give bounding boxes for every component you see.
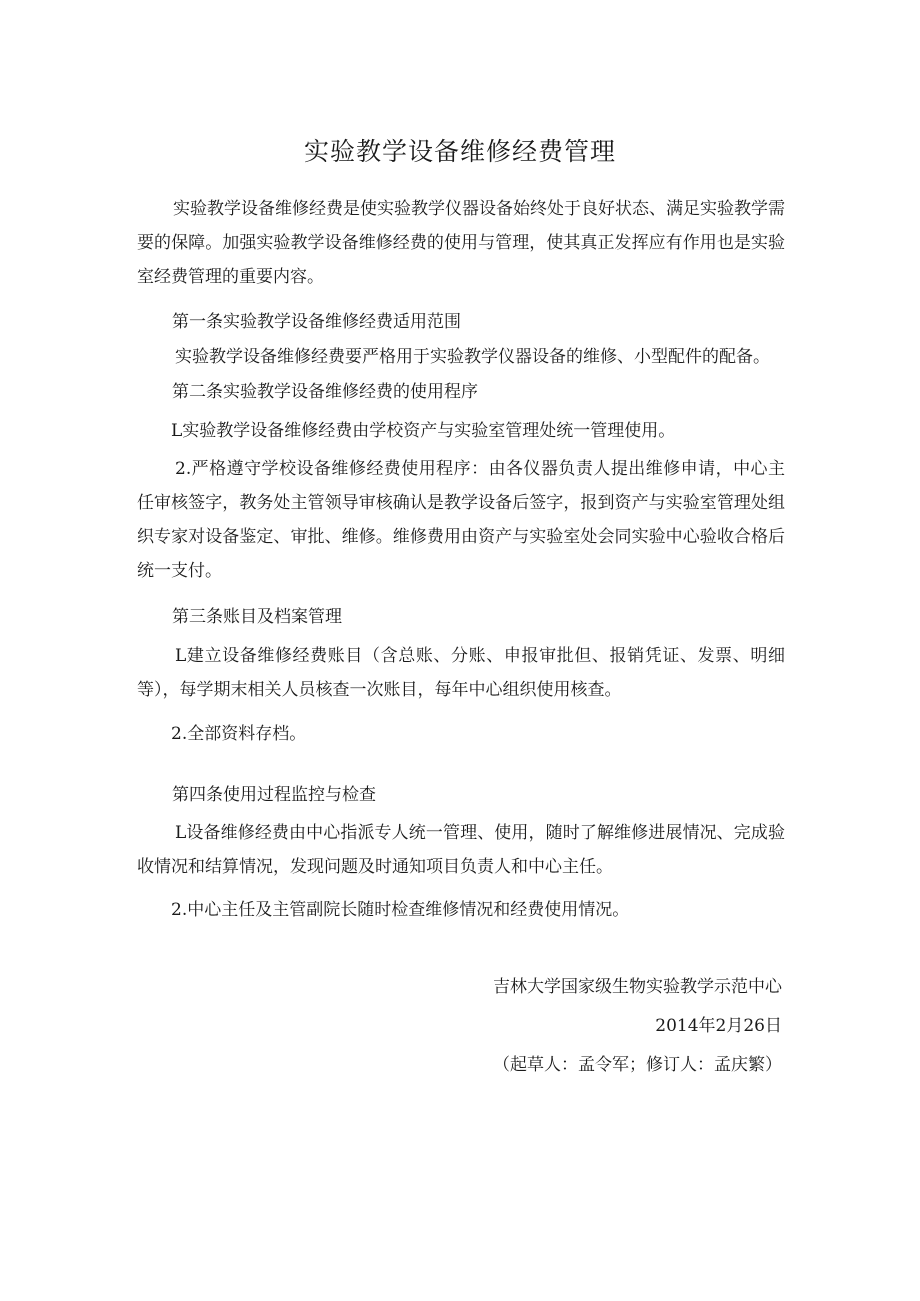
intro-paragraph: 实验教学设备维修经费是使实验教学仪器设备始终处于良好状态、满足实验教学需要的保障。加强实验教学设备维修经费的使用与管理，使其真正发挥应有作用也是实验室经费管理的重要内容。 [137,199,785,287]
signature-date: 2014年2月26日 [655,1016,782,1036]
section-1-heading: 第一条实验教学设备维修经费适用范围 [172,312,461,332]
section-2-paragraph-1: L实验教学设备维修经费由学校资产与实验室管理处统一管理使用。 [171,421,676,441]
section-4-paragraph-1: L设备维修经费由中心指派专人统一管理、使用，随时了解维修进展情况、完成验收情况和结算情况，发现问题及时通知项目负责人和中心主任。 [137,823,785,877]
section-4-paragraph-2: 2.中心主任及主管副院长随时检查维修情况和经费使用情况。 [171,900,630,920]
document-title: 实验教学设备维修经费管理 [303,137,616,166]
section-4-heading: 第四条使用过程监控与检查 [172,785,376,805]
signature-organization: 吉林大学国家级生物实验教学示范中心 [493,977,782,997]
section-2-paragraph-2: 2.严格遵守学校设备维修经费使用程序：由各仪器负责人提出维修申请，中心主任审核签字，教务处主管领导审核确认是教学设备后签字，报到资产与实验室管理处组织专家对设备鉴定、审批、维修。维修费用由资产与实验室处会同实验中心验收合格后统一支付。 [137,459,785,581]
section-3-paragraph-1: L建立设备维修经费账目（含总账、分账、申报审批但、报销凭证、发票、明细等），每学期末相关人员核查一次账目，每年中心组织使用核查。 [137,646,785,700]
section-2-heading: 第二条实验教学设备维修经费的使用程序 [172,382,478,402]
section-3-paragraph-2: 2.全部资料存档。 [171,724,307,744]
signature-authors: （起草人：孟令军；修订人：孟庆繁） [493,1055,782,1075]
section-1-paragraph-1: 实验教学设备维修经费要严格用于实验教学仪器设备的维修、小型配件的配备。 [175,347,770,367]
section-3-heading: 第三条账目及档案管理 [172,607,342,627]
